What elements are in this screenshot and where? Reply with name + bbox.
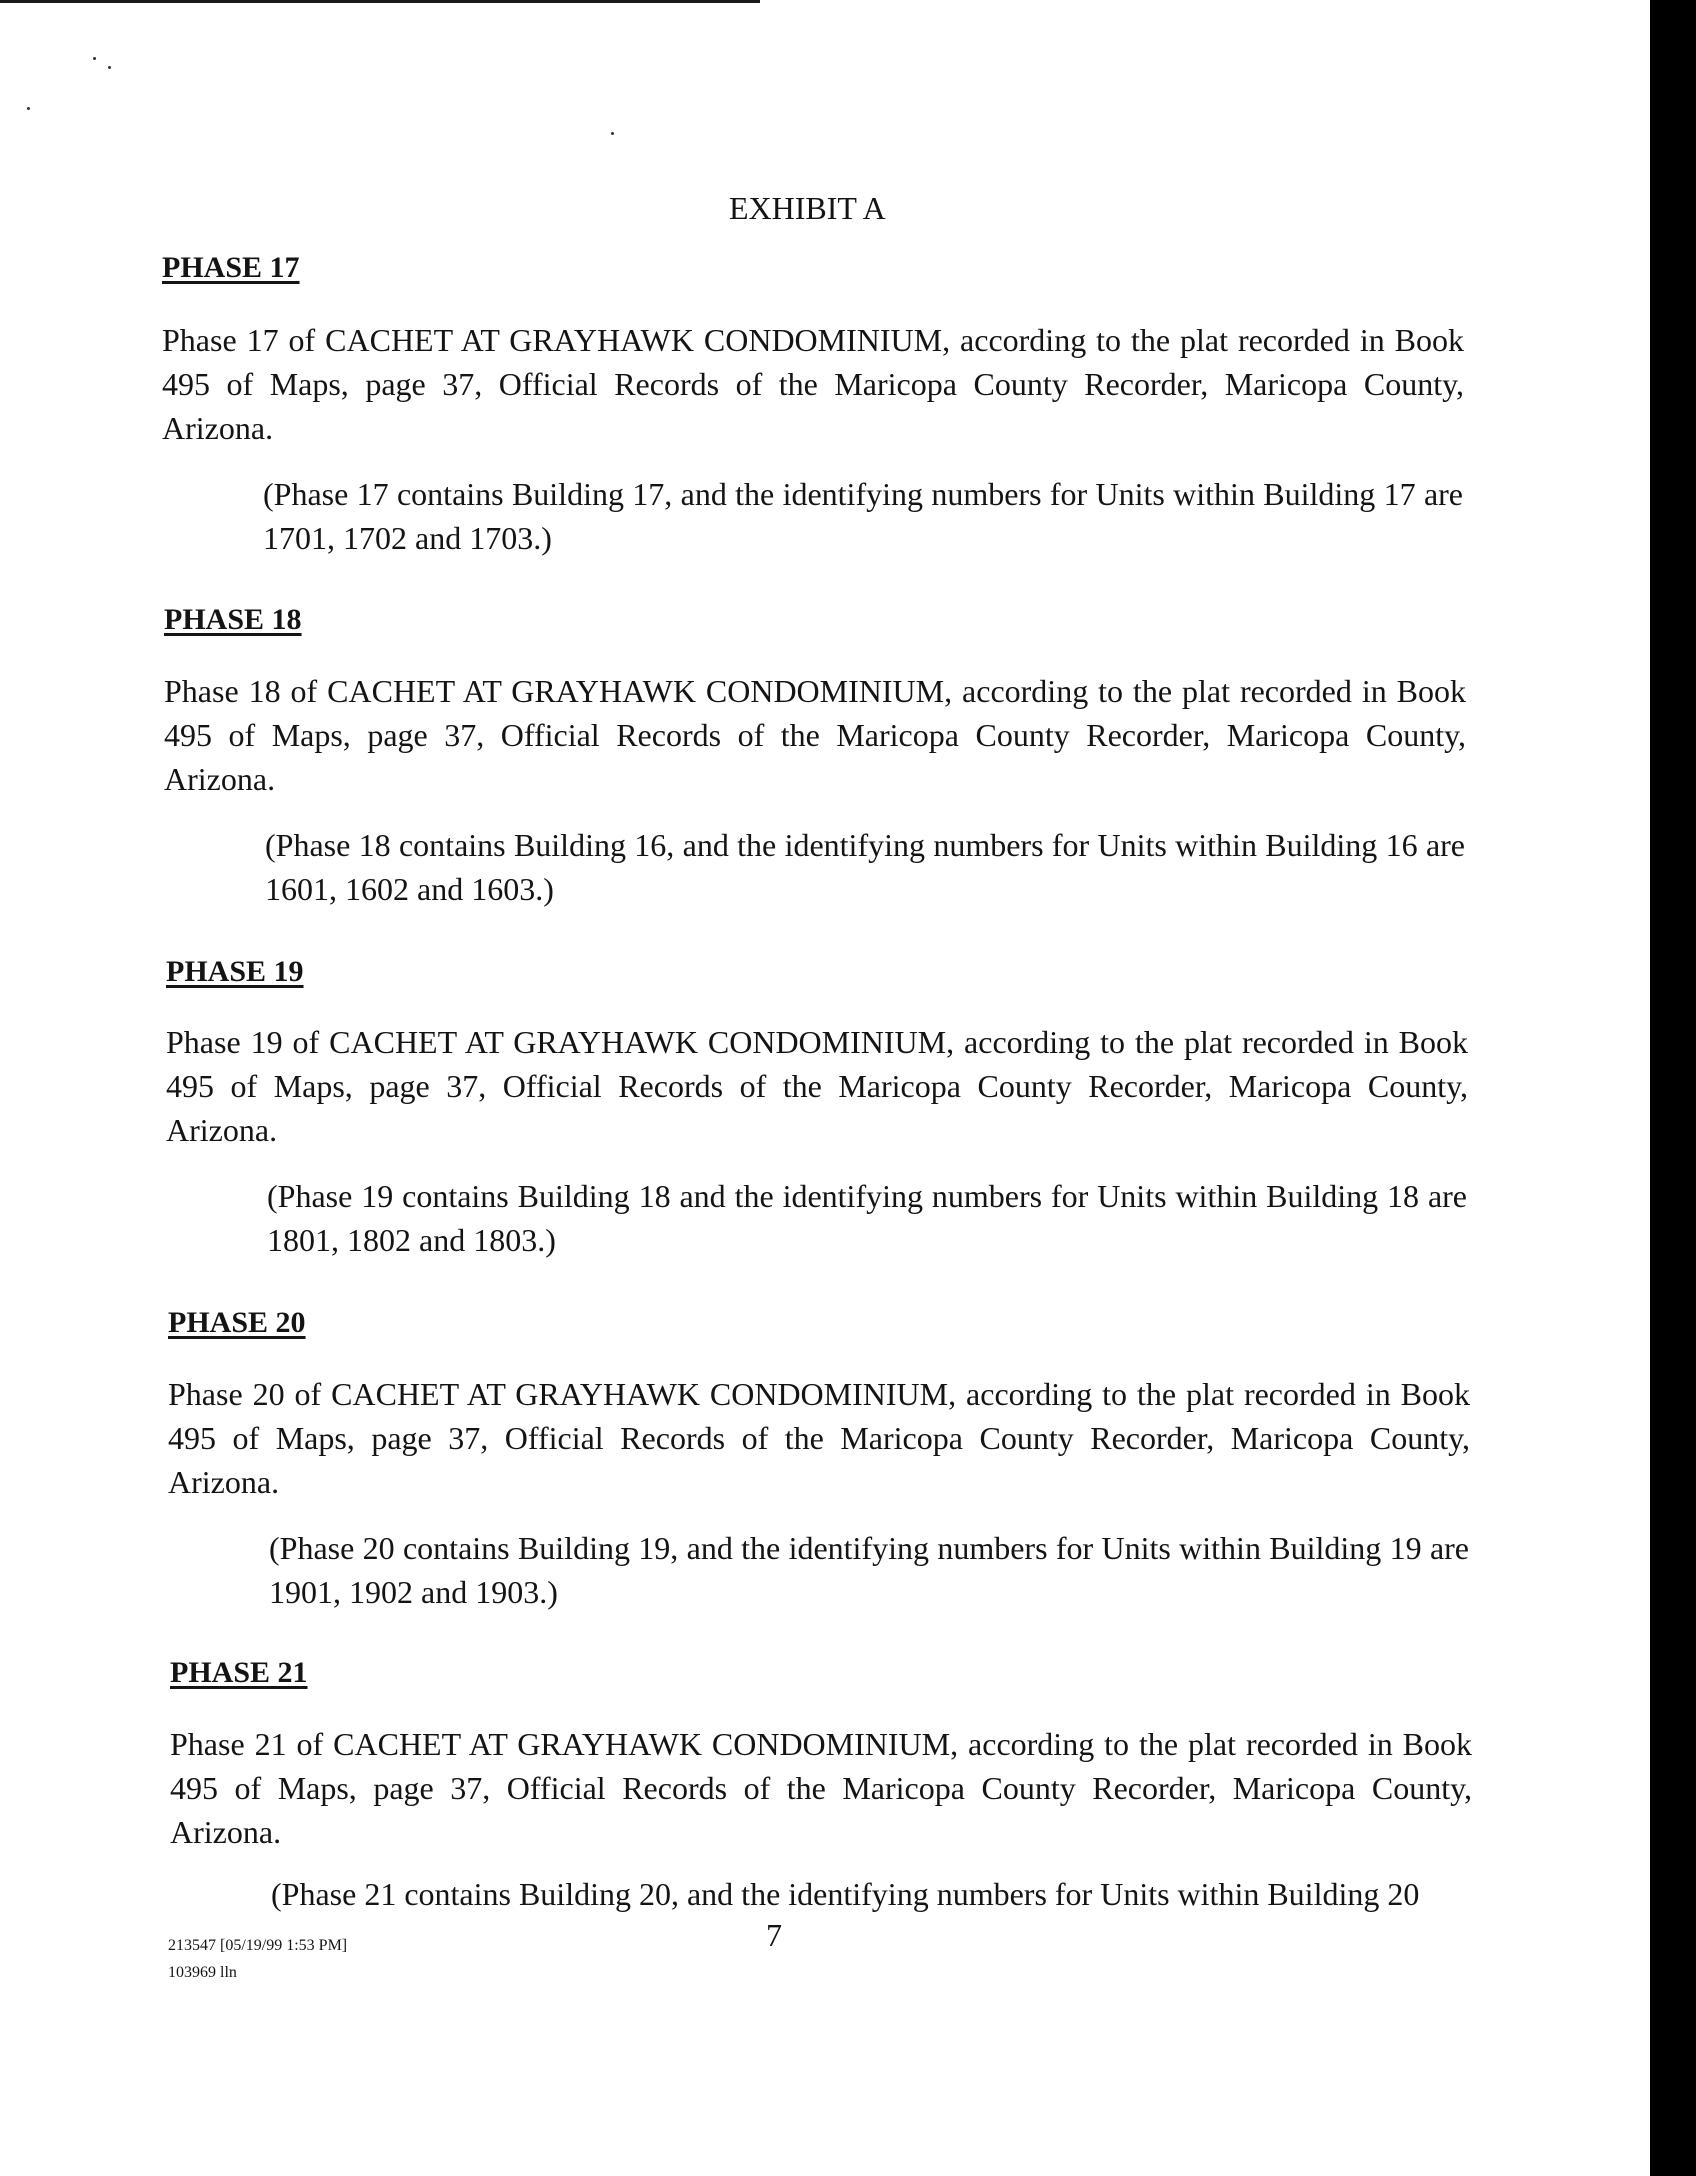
section-body: Phase 19 of CACHET AT GRAYHAWK CONDOMINIUM, according to the plat recorded in Book 495 of Maps, page 37, Official Records of the Maricopa County Recorder, Maricopa County, Arizona. [166,1024,1468,1148]
scan-right-edge [1650,0,1696,2176]
scan-speck [93,57,96,60]
section-heading: PHASE 17 [162,251,300,284]
scan-speck [108,66,111,69]
footer-document-id: 213547 [05/19/99 1:53 PM] [168,1937,348,1954]
document-title: EXHIBIT A [729,190,886,226]
section-body: Phase 20 of CACHET AT GRAYHAWK CONDOMINIUM, according to the plat recorded in Book 495 of Maps, page 37, Official Records of the Maricopa County Recorder, Maricopa County, Arizona. [168,1376,1470,1500]
section-heading: PHASE 19 [166,955,304,988]
section-note: (Phase 21 contains Building 20, and the identifying numbers for Units within Building 20 [271,1876,1420,1912]
section-note: (Phase 18 contains Building 16, and the identifying numbers for Units within Building 16 are 1601, 1602 and 1603.) [265,827,1465,907]
scan-speck [27,107,30,110]
section-note: (Phase 19 contains Building 18 and the identifying numbers for Units within Building 18 are 1801, 1802 and 1803.) [267,1178,1467,1258]
section-heading: PHASE 20 [168,1306,306,1339]
section-heading: PHASE 18 [164,603,302,636]
section-body: Phase 18 of CACHET AT GRAYHAWK CONDOMINIUM, according to the plat recorded in Book 495 of Maps, page 37, Official Records of the Maricopa County Recorder, Maricopa County, Arizona. [164,673,1466,797]
scan-speck [611,132,614,135]
section-body: Phase 17 of CACHET AT GRAYHAWK CONDOMINIUM, according to the plat recorded in Book 495 of Maps, page 37, Official Records of the Maricopa County Recorder, Maricopa County, Arizona. [162,322,1464,446]
page-number: 7 [766,1917,782,1953]
footer-file-id: 103969 lln [168,1964,237,1981]
section-body: Phase 21 of CACHET AT GRAYHAWK CONDOMINIUM, according to the plat recorded in Book 495 of Maps, page 37, Official Records of the Maricopa County Recorder, Maricopa County, Arizona. [170,1726,1472,1850]
section-note: (Phase 17 contains Building 17, and the identifying numbers for Units within Building 17 are 1701, 1702 and 1703.) [263,476,1463,556]
section-heading: PHASE 21 [170,1656,308,1689]
scan-top-rule [0,0,760,3]
section-note: (Phase 20 contains Building 19, and the identifying numbers for Units within Building 19 are 1901, 1902 and 1903.) [269,1530,1469,1610]
